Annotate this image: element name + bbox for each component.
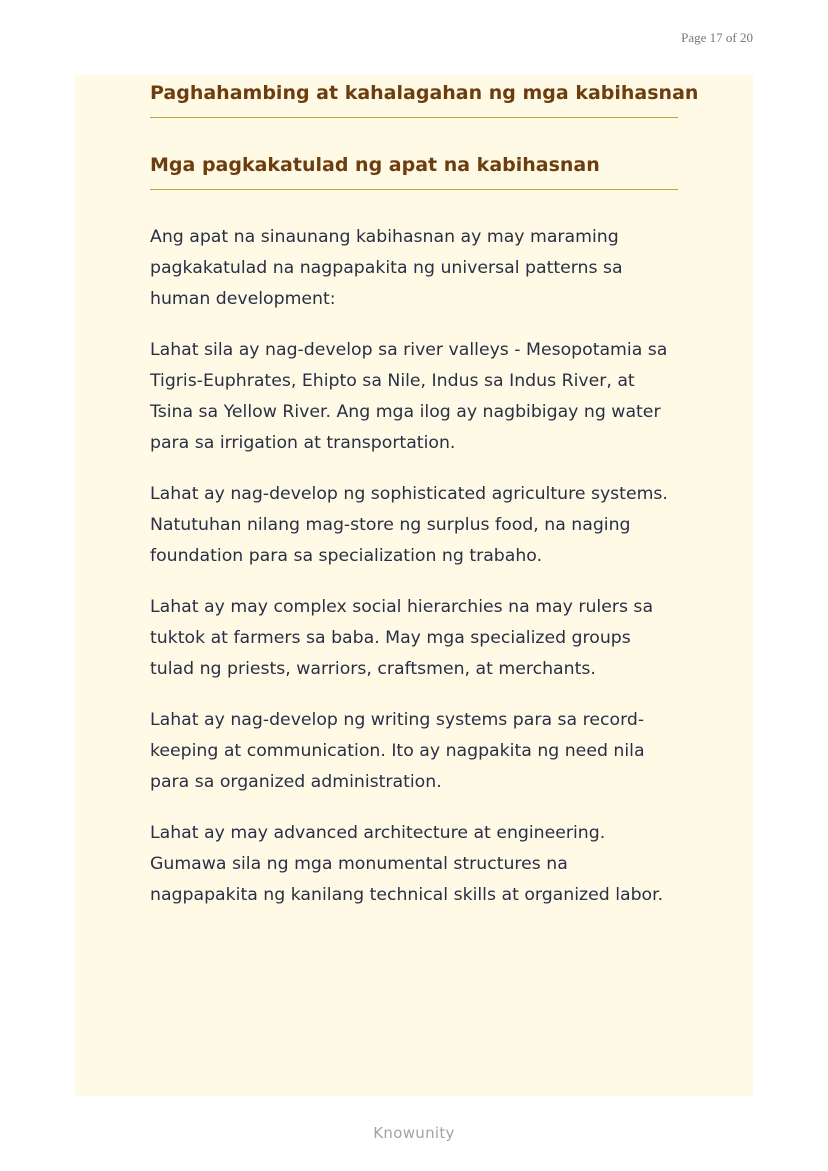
paragraph-social-hierarchies: Lahat ay may complex social hierarchies na may rulers sa tuktok at farmers sa baba. May mga specialized groups tulad ng priests, warriors, craftsmen, at merchants.	[150, 597, 654, 679]
section-title: Paghahambing at kahalagahan ng mga kabihasnan	[150, 82, 699, 104]
page-number: Page 17 of 20	[681, 30, 753, 45]
paragraph-intro: Ang apat na sinaunang kabihasnan ay may maraming pagkakatulad na nagpapakita ng universal patterns sa human development:	[150, 227, 623, 309]
paragraph-agriculture: Lahat ay nag-develop ng sophisticated agriculture systems. Natutuhan nilang mag-store ng surplus food, na naging foundation para sa specialization ng trabaho.	[150, 484, 668, 566]
paragraph-architecture: Lahat ay may advanced architecture at engineering. Gumawa sila ng mga monumental structures na nagpapakita ng kanilang technical skills at organized labor.	[150, 823, 664, 905]
paragraph-writing-systems: Lahat ay nag-develop ng writing systems para sa record-keeping at communication. Ito ay nagpakita ng need nila para sa organized administration.	[150, 710, 645, 792]
subtitle-divider	[150, 189, 678, 190]
body-text	[150, 222, 678, 931]
content-panel	[75, 75, 753, 1096]
footer-brand: Knowunity	[373, 1124, 455, 1142]
paragraph-river-valleys: Lahat sila ay nag-develop sa river valleys - Mesopotamia sa Tigris-Euphrates, Ehipto sa Nile, Indus sa Indus River, at Tsina sa Yellow River. Ang mga ilog ay nagbibigay ng water para sa irrigation at transportation.	[150, 340, 668, 453]
section-subtitle: Mga pagkakatulad ng apat na kabihasnan	[150, 154, 600, 176]
title-divider	[150, 117, 678, 118]
